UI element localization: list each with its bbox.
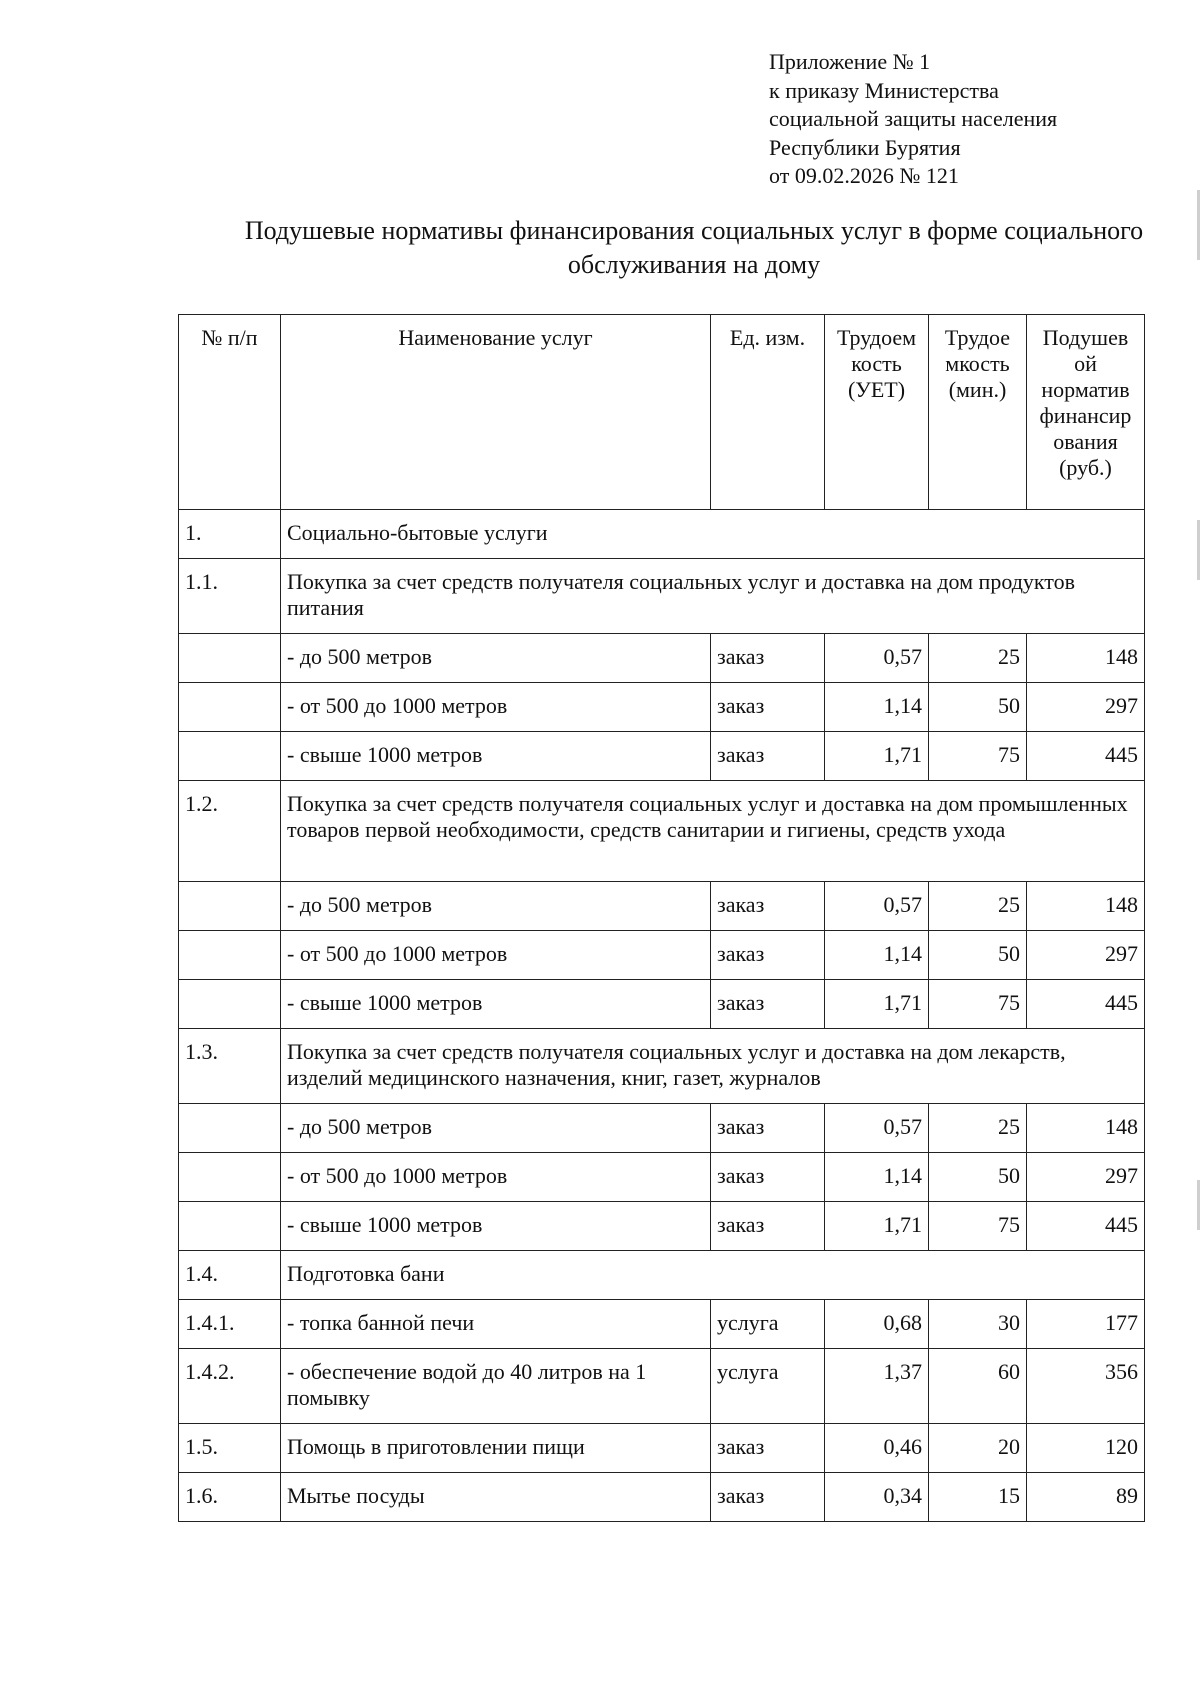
table-row	[179, 732, 1145, 781]
table-row	[179, 1424, 1145, 1473]
header-num: № п/п	[179, 315, 281, 510]
row-unit: заказ	[711, 732, 825, 781]
row-min: 25	[929, 634, 1027, 683]
row-norm: 445	[1027, 732, 1145, 781]
row-num	[179, 634, 281, 683]
row-num: 1.1.	[179, 559, 281, 634]
row-uet: 1,14	[825, 1153, 929, 1202]
row-name: - до 500 метров	[281, 634, 711, 683]
row-name: Мытье посуды	[281, 1473, 711, 1522]
row-uet: 0,34	[825, 1473, 929, 1522]
table-row	[179, 683, 1145, 732]
table-row	[179, 510, 1145, 559]
table-row	[179, 634, 1145, 683]
row-num	[179, 882, 281, 931]
row-norm: 445	[1027, 980, 1145, 1029]
header-name: Наименование услуг	[281, 315, 711, 510]
row-uet: 1,37	[825, 1349, 929, 1424]
row-min: 30	[929, 1300, 1027, 1349]
row-name: - от 500 до 1000 метров	[281, 683, 711, 732]
appendix-line: Республики Бурятия	[769, 134, 961, 160]
row-norm: 356	[1027, 1349, 1145, 1424]
row-num	[179, 980, 281, 1029]
row-min: 75	[929, 980, 1027, 1029]
row-unit: заказ	[711, 1473, 825, 1522]
row-unit: заказ	[711, 683, 825, 732]
row-num	[179, 931, 281, 980]
table-row	[179, 1300, 1145, 1349]
row-unit: заказ	[711, 882, 825, 931]
header-unit: Ед. изм.	[711, 315, 825, 510]
table-row	[179, 1251, 1145, 1300]
row-min: 50	[929, 1153, 1027, 1202]
row-unit: заказ	[711, 1104, 825, 1153]
row-norm: 177	[1027, 1300, 1145, 1349]
row-uet: 1,71	[825, 732, 929, 781]
row-name: Покупка за счет средств получателя социальных услуг и доставка на дом продуктов питания	[281, 559, 1145, 634]
row-norm: 148	[1027, 882, 1145, 931]
row-min: 75	[929, 1202, 1027, 1251]
row-name: - свыше 1000 метров	[281, 1202, 711, 1251]
table-row	[179, 931, 1145, 980]
row-norm: 297	[1027, 683, 1145, 732]
row-min: 25	[929, 882, 1027, 931]
row-min: 25	[929, 1104, 1027, 1153]
row-uet: 1,71	[825, 980, 929, 1029]
table-row	[179, 1202, 1145, 1251]
row-unit: услуга	[711, 1300, 825, 1349]
row-norm: 445	[1027, 1202, 1145, 1251]
header-norm: Подушев ой норматив финансир ования (руб.)	[1027, 315, 1145, 510]
row-name: - свыше 1000 метров	[281, 732, 711, 781]
row-num: 1.5.	[179, 1424, 281, 1473]
row-unit: заказ	[711, 980, 825, 1029]
row-norm: 297	[1027, 1153, 1145, 1202]
table-row	[179, 980, 1145, 1029]
appendix-line: Приложение № 1	[769, 49, 931, 74]
row-num: 1.	[179, 510, 281, 559]
row-norm: 148	[1027, 1104, 1145, 1153]
document-title: Подушевые нормативы финансирования социальных услуг в форме социального обслуживания на дому	[244, 216, 1144, 279]
row-norm: 120	[1027, 1424, 1145, 1473]
row-num	[179, 732, 281, 781]
row-num: 1.2.	[179, 781, 281, 882]
table-row	[179, 1349, 1145, 1424]
row-name: Покупка за счет средств получателя социальных услуг и доставка на дом промышленных товаров первой необходимости, средств санитарии и гигиены, средств ухода	[281, 781, 1145, 882]
row-min: 50	[929, 683, 1027, 732]
row-min: 20	[929, 1424, 1027, 1473]
appendix-block	[769, 48, 1057, 191]
row-unit: заказ	[711, 1424, 825, 1473]
row-num: 1.4.1.	[179, 1300, 281, 1349]
row-name: - свыше 1000 метров	[281, 980, 711, 1029]
table-row	[179, 1473, 1145, 1522]
table-row	[179, 559, 1145, 634]
row-num	[179, 1202, 281, 1251]
table-row	[179, 1153, 1145, 1202]
row-name: Помощь в приготовлении пищи	[281, 1424, 711, 1473]
table-row	[179, 882, 1145, 931]
row-norm: 148	[1027, 634, 1145, 683]
row-num: 1.4.2.	[179, 1349, 281, 1424]
row-uet: 0,68	[825, 1300, 929, 1349]
row-norm: 89	[1027, 1473, 1145, 1522]
row-min: 75	[929, 732, 1027, 781]
row-name: - обеспечение водой до 40 литров на 1 помывку	[281, 1349, 711, 1424]
row-name: - до 500 метров	[281, 882, 711, 931]
row-unit: заказ	[711, 1153, 825, 1202]
table-row	[179, 1029, 1145, 1104]
table-row	[179, 1104, 1145, 1153]
header-labor-uet: Трудоем кость (УЕТ)	[825, 315, 929, 510]
row-num	[179, 1104, 281, 1153]
row-min: 50	[929, 931, 1027, 980]
norms-table	[178, 314, 1145, 1522]
row-unit: заказ	[711, 1202, 825, 1251]
row-name: Подготовка бани	[281, 1251, 1145, 1300]
row-uet: 0,46	[825, 1424, 929, 1473]
row-num	[179, 1153, 281, 1202]
row-name: Покупка за счет средств получателя социальных услуг и доставка на дом лекарств, изделий медицинского назначения, книг, газет, журналов	[281, 1029, 1145, 1104]
row-uet: 1,14	[825, 931, 929, 980]
row-unit: услуга	[711, 1349, 825, 1424]
row-unit: заказ	[711, 931, 825, 980]
row-uet: 1,14	[825, 683, 929, 732]
row-num: 1.3.	[179, 1029, 281, 1104]
row-name: - до 500 метров	[281, 1104, 711, 1153]
table-row	[179, 781, 1145, 882]
row-min: 15	[929, 1473, 1027, 1522]
row-uet: 0,57	[825, 634, 929, 683]
row-num: 1.4.	[179, 1251, 281, 1300]
row-name: - топка банной печи	[281, 1300, 711, 1349]
row-uet: 0,57	[825, 882, 929, 931]
row-uet: 1,71	[825, 1202, 929, 1251]
header-labor-min: Трудое мкость (мин.)	[929, 315, 1027, 510]
row-name: Социально-бытовые услуги	[281, 510, 1145, 559]
row-unit: заказ	[711, 634, 825, 683]
appendix-line: от 09.02.2026 № 121	[769, 163, 959, 188]
row-min: 60	[929, 1349, 1027, 1424]
row-norm: 297	[1027, 931, 1145, 980]
table-header-row	[179, 315, 1145, 510]
row-num	[179, 683, 281, 732]
appendix-line: к приказу Министерства	[769, 77, 999, 103]
appendix-line: социальной защиты населения	[769, 106, 1058, 131]
row-uet: 0,57	[825, 1104, 929, 1153]
row-name: - от 500 до 1000 метров	[281, 931, 711, 980]
row-name: - от 500 до 1000 метров	[281, 1153, 711, 1202]
row-num: 1.6.	[179, 1473, 281, 1522]
